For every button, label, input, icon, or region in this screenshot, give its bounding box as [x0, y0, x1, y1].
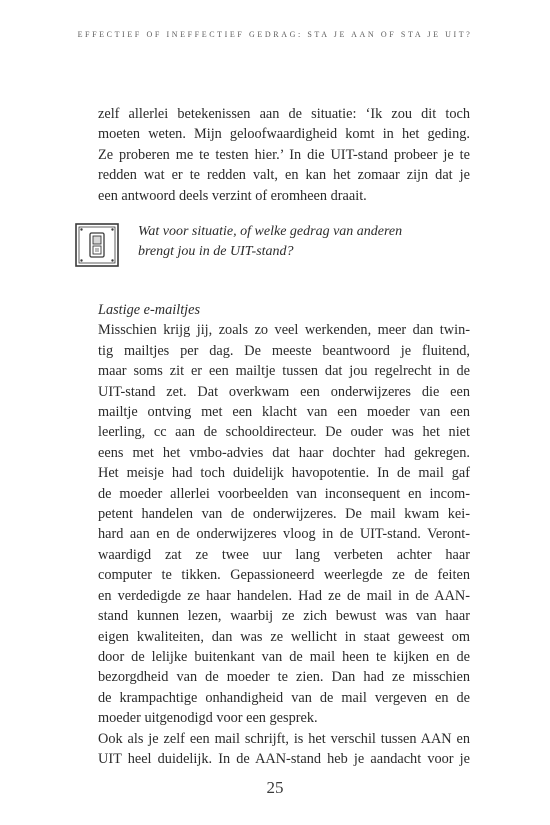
text-line: moeten weten. Mijn geloofwaardigheid komt in het geding. [98, 126, 470, 143]
text-line: waardigd zat ze twee uur lang verbeten achter haar [98, 546, 470, 563]
text-line: mailtje ontving met een klacht van een moeder van een [98, 404, 470, 421]
text-line: redden wat er te redden valt, en kan het zomaar zijn dat je [98, 167, 470, 184]
exercise-box [74, 222, 494, 272]
light-switch-icon [74, 222, 120, 268]
reflection-question [138, 222, 402, 262]
text-line: stand kunnen lezen, waarbij ze zich bewust was van haar [98, 608, 470, 625]
text-line: UIT heel duidelijk. In de AAN-stand heb je aandacht voor je [98, 750, 470, 767]
text-line: door de lelijke buitenkant van de mail heen te kijken en de [98, 648, 470, 665]
question-line: Wat voor situatie, of welke gedrag van anderen [138, 224, 403, 239]
question-line: brengt jou in de UIT-stand? [138, 244, 294, 259]
text-line: de moeder allerlei voorbeelden van inconsequent en incom- [98, 485, 470, 502]
text-line: leerling, cc aan de schooldirecteur. De ouder was het niet [98, 424, 470, 441]
running-header: EFFECTIEF OF INEFFECTIEF GEDRAG: STA JE AAN OF STA JE UIT? [77, 30, 473, 39]
text-line: tig mailtjes per dag. De meeste beantwoord je fluitend, [98, 342, 470, 359]
text-line: hard aan en de onderwijzeres vloog in de UIT-stand. Veront- [98, 526, 470, 543]
text-line: Ze proberen me te testen hier.’ In die UIT-stand probeer je te [98, 146, 470, 163]
text-line: Misschien krijg jij, zoals zo veel werkenden, meer dan twin- [98, 322, 470, 339]
text-line: en verdedigde ze haar handelen. Had ze de mail in de AAN- [98, 587, 470, 604]
text-line: petent handelen van de onderwijzeres. De mail kwam kei- [98, 506, 470, 523]
text-line: bezorgdheid van de moeder te zien. Dan had ze misschien [98, 669, 470, 686]
text-line: maar soms zit er een mailtje tussen dat jou regelrecht in de [98, 363, 470, 380]
text-line: Het meisje had toch duidelijk havopotentie. In de mail gaf [98, 465, 470, 482]
section-heading: Lastige e-mailtjes [98, 302, 201, 318]
page-number: 25 [266, 778, 284, 797]
text-line: zelf allerlei betekenissen aan de situatie: ‘Ik zou dit toch [98, 106, 470, 122]
intro-paragraph [98, 104, 470, 206]
text-line: de krampachtige onhandigheid van de mail vergeven en de [98, 689, 470, 706]
text-line: eens met het vmbo-advies dat haar dochter had gekregen. [98, 444, 470, 461]
section-lastige-e-mailtjes [98, 300, 470, 769]
text-line: eigen kwaliteiten, dan was ze wellicht in staat geweest om [98, 628, 470, 645]
text-line: computer te tikken. Gepassioneerd weerlegde ze de feiten [98, 567, 470, 584]
text-line: Ook als je zelf een mail schrijft, is het verschil tussen AAN en [98, 730, 470, 747]
text-line: UIT-stand zet. Dat overkwam een onderwijzeres die een [98, 383, 470, 400]
text-line: een antwoord deels verzint of eromheen draait. [98, 187, 367, 204]
text-line: moeder uitgenodigd voor een gesprek. [98, 710, 318, 727]
